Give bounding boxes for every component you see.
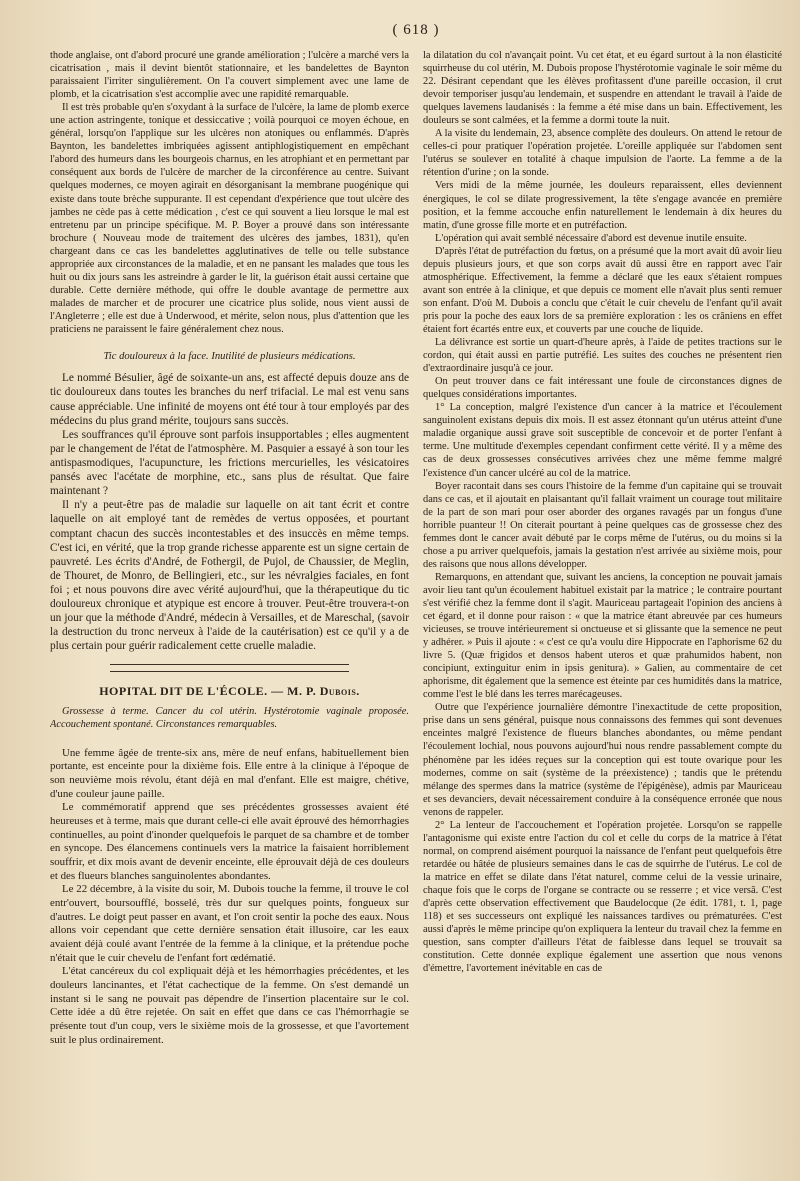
- paragraph: la dilatation du col n'avançait point. Vu cet état, et eu égard surtout à la non élasticité squirrheuse du col utérin, M. Dubois propose l'hystérotomie vaginale le soir même du 22. Désirant cependant que les élèves profitassent d'une pareille occasion, il crut devoir temporiser jusqu'au lendemain, et suspendre en attendant le travail à l'aide de quelques lavemens laudanisés : la femme a été mise dans un bain. Effectivement, les douleurs se sont calmées, et la femme a dormi toute la nuit.: [423, 50, 782, 127]
- left-column: [50, 49, 409, 1169]
- paragraph: Le 22 décembre, à la visite du soir, M. Dubois touche la femme, il trouve le col entr'ouvert, boursoufflé, bosselé, très dur sur quelques points, fongueux sur d'autres. Le doigt peut passer en avant, et l'on croit sentir la poche des eaux. Nous allons voir cependant que cette dernière sensation était illusoire, car les eaux avaient déjà coulé avant l'entrée de la femme à la clinique, et la prétendue poche n'était que le cuir chevelu de l'enfant fort œdématié.: [50, 883, 409, 964]
- paragraph: Il n'y a peut-être pas de maladie sur laquelle on ait tant écrit et contre laquelle on ait employé tant de remèdes de vertus opposées, et pourtant comptant chacun des succès incontestables et des insuccès en même temps. C'est ici, en vérité, que la trop grande richesse apparente est un signe certain de pauvreté. Les écrits d'André, de Fothergil, de Pujol, de Chaussier, de Meglin, de Thouret, de Monro, de Bellingieri, etc., sur les névralgies faciales, en font foi ; et nous pouvons dire avec vérité aujourd'hui, que la thérapeutique du tic douloureux chronique et atypique est encore à trouver. Peut-être trouvera-t-on un jour que la méthode d'André, médecin à Versailles, et de Mareschal, (savoir la destruction du tronc nerveux à l'aide de la cautérisation) est ce qu'il y a de plus certain pour guérir radicalement cette cruelle maladie.: [50, 499, 409, 653]
- paragraph: Le commémoratif apprend que ses précédentes grossesses avaient été heureuses et à terme, mais que durant celle-ci elle avait éprouvé des hémorrhagies continuelles, au point d'inonder quelquefois le parquet de sa chambre et de tomber en syncope. Des élancemens continuels vers la matrice la faisaient horriblement souffrir, et dix mois avant de devenir enceinte, elle éprouvait déjà de ces douleurs et des flueurs blanches sanguinolentes abondantes.: [50, 801, 409, 882]
- section-divider: [110, 664, 349, 665]
- paragraph: Le nommé Bésulier, âgé de soixante-un ans, est affecté depuis douze ans de tic douloureux dans toutes les branches du nerf trifacial. Le mal est venu sans cause appréciable. Une infinité de moyens ont été tour à tour employés par des médecins du plus grand mérite, toujours sans succès.: [50, 372, 409, 427]
- page-number: ( 618 ): [392, 22, 440, 38]
- section-divider: [110, 671, 349, 672]
- case-subtitle: Grossesse à terme. Cancer du col utérin. Hystérotomie vaginale proposée. Accouchement spontané. Circonstances remarquables.: [50, 705, 409, 730]
- paragraph: D'après l'état de putréfaction du fœtus, on a présumé que la mort avait dû avoir lieu depuis plusieurs jours, et que son corps avait dû aussi être en rapport avec l'air atmosphérique. Effectivement, la femme a déclaré que les eaux s'étaient rompues avant son entrée à la clinique, et que depuis ce moment elle n'avait plus senti remuer son enfant. D'où M. Dubois a conclu que c'était le cuir chevelu de l'enfant qu'il avait pris pour la poche des eaux lors de sa première exploration : les os crâniens en effet étaient fort écartés entre eux, et couverts par une couche de liquide.: [423, 245, 782, 335]
- paragraph: L'état cancéreux du col expliquait déjà et les hémorrhagies précédentes, et les douleurs lancinantes, et l'état cachectique de la femme. On s'est demandé un instant si le sang ne pouvait pas dépendre de l'insertion placentaire sur le col. Cette idée a dû être rejetée. On sait en effet que dans ce cas l'hémorrhagie se présente tout d'un coup, vers le sixième mois de la grossesse, et que l'avortement suit le plus ordinairement.: [50, 965, 409, 1046]
- hospital-heading: [50, 684, 409, 699]
- paragraph: Une femme âgée de trente-six ans, mère de neuf enfans, habituellement bien portante, est enceinte pour la dixième fois. Elle entre à la clinique à l'époque de son neuvième mois révolu, étant déjà en mal d'enfant. Elle est maigre, chétive, d'une couleur jaune paille.: [50, 746, 409, 800]
- paragraph: Remarquons, en attendant que, suivant les anciens, la conception ne pouvait jamais avoir lieu tant qu'un écoulement habituel existait par la matrice ; le contraire pourtant s'est vérifié chez la femme dont il s'agit. Mauriceau partageait l'opinion des anciens à cet égard, et il donne pour raison : « que la matrice étant abreuvée par ces humeurs vicieuses, se trouve intérieurement si onctueuse et si glissante que la semence ne peut y adhérer. » Puis il ajoute : « c'est ce qu'a voulu dire Hippocrate en l'aphorisme 62 du livre 5. (Quæ frigidos et densos habent uteros et quæ prahumidos habent, non concipiunt, extinguitur enim in ipsis genitura). » Galien, au commentaire de cet aphorisme, dit également que la semence est éteinte par ces humidités dans la matrice, comme l'est le blé dans les terres marécageuses.: [423, 571, 782, 701]
- paragraph: Vers midi de la même journée, les douleurs reparaissent, elles deviennent énergiques, le col se dilate progressivement, la tête s'engage avancée en première position, et la femme accouche enfin naturellement le lendemain à dix heures du matin, d'une grosse fille morte et en putréfaction.: [423, 180, 782, 231]
- hospital-author: Dubois.: [319, 683, 360, 698]
- right-column: [423, 49, 782, 1169]
- paragraph: 1° La conception, malgré l'existence d'un cancer à la matrice et l'écoulement sanguinolent existans depuis dix mois. Il est assez étonnant qu'un utérus atteint d'une maladie organique aussi grave soit susceptible de concevoir et de porter l'enfant à terme. Une multitude d'exemples cependant confirment cette vérité. Il y a même des cas de deux grossesses consécutives arrivées chez une même femme malgré l'existence d'un cancer ulcéré au col de la matrice.: [423, 402, 782, 479]
- paragraph: Boyer racontait dans ses cours l'histoire de la femme d'un capitaine qui se trouvait dans ce cas, et il ajoutait en plaisantant qu'il fallait vraiment un courage tout militaire de la part de son mari pour oser aborder des organes ravagés par un fongus d'une horrible puanteur !! On citerait pourtant à peine quelques cas de grossesse chez des femmes dont le cancer avait débuté par le corps même de l'utérus, ou du moins si la chose a pu arriver quelquefois, jamais la gestation n'est arrivée au sixième mois, pour des raisons que nous allons développer.: [423, 480, 782, 570]
- hospital-title: HOPITAL DIT DE L'ÉCOLE. — M. P.: [99, 683, 317, 698]
- paragraph: L'opération qui avait semblé nécessaire d'abord est devenue inutile ensuite.: [435, 232, 747, 244]
- paragraph: On peut trouver dans ce fait intéressant une foule de circonstances dignes de quelques considérations importantes.: [423, 376, 782, 401]
- paragraph: Les souffrances qu'il éprouve sont parfois insupportables ; elles augmentent par le changement de l'état de l'atmosphère. M. Pasquier a essayé à son tour les antispasmodiques, l'acupuncture, les frictions mercurielles, les vésicatoires pansés avec l'acétate de morphine, etc., sans plus de résultat. Que faire maintenant ?: [50, 428, 409, 498]
- paragraph: thode anglaise, ont d'abord procuré une grande amélioration ; l'ulcère a marché vers la cicatrisation , mais il devint bientôt stationnaire, et les bandelettes de Baynton paraissaient l'irriter singulièrement. On l'a couvert simplement avec une lame de plomb, et la cicatrisation s'est accomplie avec une rapidité remarquable.: [50, 50, 409, 101]
- paragraph: Il est très probable qu'en s'oxydant à la surface de l'ulcère, la lame de plomb exerce une action astringente, tonique et dessiccative ; voilà pourquoi ce moyen échoue, en général, lorsqu'on l'applique sur les ulcères non atoniques ou enflammés. D'après Baynton, les bandelettes imbriquées agissent antiphlogistiquement en empêchant l'abord des humeurs dans les bourgeois charnus, en les atrophiant et en permettant par conséquent aux bords de l'ulcère de marcher de la circonférence au centre. Suivant quelques modernes, ce moyen agirait en désorganisant la membrane puogénique qui existe dans toute brèche suppurante. Il est cependant d'expérience que tout ulcère des jambes ne cède pas à cette médication , c'est ce qui souvent a lieu lorsque le mal est entretenu par un principe spécifique. M. P. Boyer a prouvé dans son intéressante brochure ( Nouveau mode de traitement des ulcères des jambes, 1831), qu'en chargeant dans ce cas les bandelettes agglutinatives de telle ou telle substance appropriée aux circonstances de la maladie, et en ne pansant les malades que tous les huit ou dix jours sans les astreindre à garder le lit, la guérison était aussi certaine que durable. Cette dernière méthode, qui offre le double avantage de permettre aux malades de marcher et de procurer une cicatrice plus solide, nous vient aussi de l'Angleterre ; elle est due à Underwood, et mérite, selon nous, plus d'attention que les praticiens ne paraissent le faire généralement chez nous.: [50, 102, 409, 335]
- paragraph: La délivrance est sortie un quart-d'heure après, à l'aide de petites tractions sur le cordon, qui était aussi en partie putréfié. Les suites des couches ne présentent rien d'extraordinaire jusqu'à ce jour.: [423, 337, 782, 375]
- section-title: Tic douloureux à la face. Inutilité de plusieurs médications.: [103, 351, 356, 363]
- paragraph: Outre que l'expérience journalière démontre l'inexactitude de cette proposition, prise dans un sens général, puisque nous connaissons des femmes qui sont devenues enceintes malgré l'existence de flueurs blanches abondantes, ou même pendant l'écoulement lochial, nous pouvons aujourd'hui nous rendre passablement compte du phénomène par les idées reçues sur la conception qui est toute ovarique pour les modernes, comme on sait (système de la préexistence) ; tandis que le prétendu mélange des spermes dans la matrice (système de l'épigénèse), admis par Mauriceau et ses devanciers, devait nécessairement conduire à la conséquence erronée que nous venons de rappeler.: [423, 702, 782, 818]
- paragraph: A la visite du lendemain, 23, absence complète des douleurs. On attend le retour de celles-ci pour pratiquer l'opération projetée. L'oreille appliquée sur l'abdomen sent l'utérus se soulever en totalité à chaque impulsion de l'aorte. La femme a de la rétention d'urine ; on la sonde.: [423, 128, 782, 179]
- paragraph: 2° La lenteur de l'accouchement et l'opération projetée. Lorsqu'on se rappelle l'antagonisme qui existe entre l'action du col et celle du corps de la matrice à l'état normal, on comprend aisément pourquoi la naissance de l'enfant peut quelquefois être retardée ou hâtée de plusieurs semaines dans le cas de squirrhe de l'utérus. Le col de la matrice en effet se dilate dans l'état naturel, comme celui de la vessie urinaire, chaque fois que le corps de l'organe se contracte ou se resserre ; et vice versâ. C'est d'après cette observation effectivement que Baudelocque (2e édit. 1781, t. 1, page 118) et ses successeurs ont expliqué les naissances tardives ou prématurées. C'est aussi d'après le même principe qu'on expliquera la lenteur du travail chez la femme en question, sans compter d'ailleurs l'état de faiblesse dans lequel se trouvait sa constitution. Cette donnée explique également une assertion que nous venons d'émettre, l'avortement inévitable en cas de: [423, 819, 782, 975]
- two-column-body: [50, 49, 782, 1169]
